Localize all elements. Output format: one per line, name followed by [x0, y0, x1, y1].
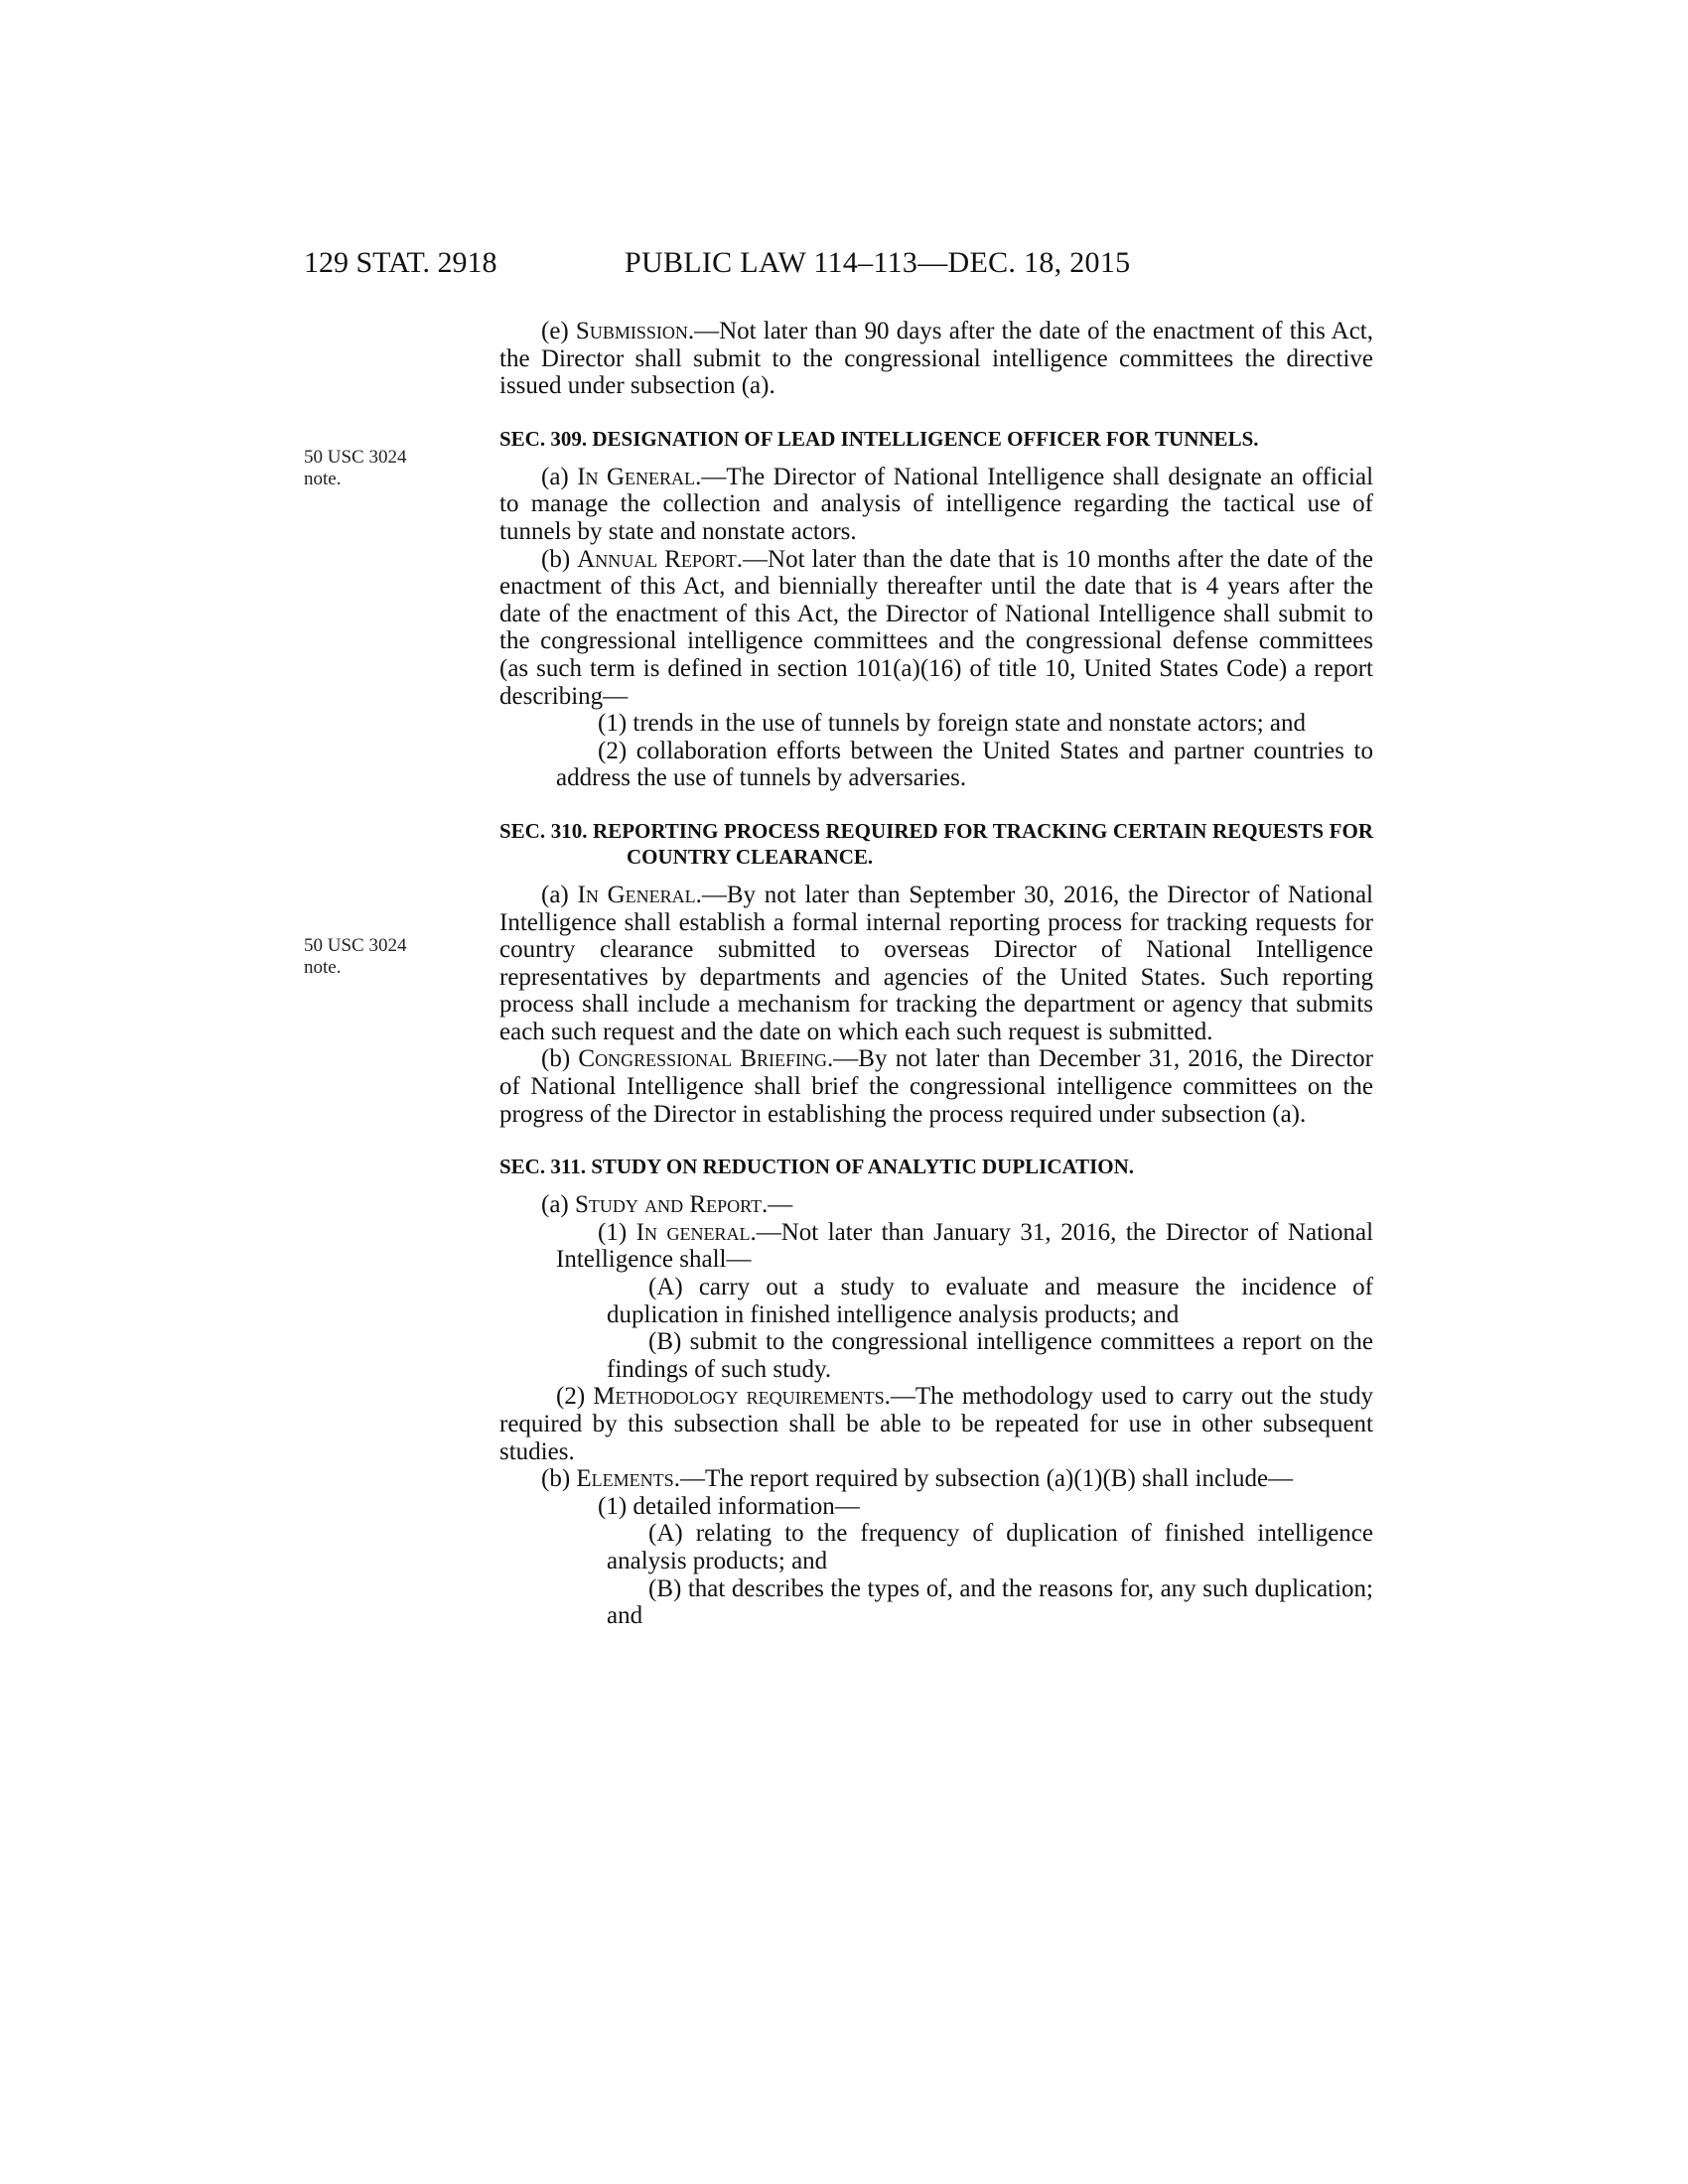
- subsection-heading: In General: [577, 463, 696, 490]
- subsection-heading: Congressional Briefing: [578, 1045, 828, 1073]
- document-body: [499, 318, 1373, 1630]
- sec311-paragraph-b1: (1) detailed information—: [598, 1492, 860, 1520]
- paragraph-heading: Methodology requirements: [593, 1383, 885, 1411]
- page-header: [304, 246, 1376, 286]
- sec309-subsection-a: (a) In General.—The Director of National Intelligence shall designate an official to manage the collection and analysis of intelligence regarding the tactical use of tunnels by state and nonstate actors.: [499, 463, 1374, 545]
- sec311-paragraph-a1: (1) In general.—Not later than January 31, 2016, the Director of National Intelligence shall—: [556, 1218, 1374, 1274]
- subsection-heading: Submission: [575, 318, 688, 344]
- section-311-title: SEC. 311. STUDY ON REDUCTION OF ANALYTIC DUPLICATION.: [499, 1155, 1135, 1179]
- margin-note-citation: 50 USC 3024: [304, 935, 407, 956]
- statute-page-citation: 129 STAT. 2918: [304, 246, 497, 279]
- sec309-paragraph-2: (2) collaboration efforts between the United States and partner countries to address the use of tunnels by adversaries.: [556, 737, 1373, 792]
- sec309-subsection-b: (b) Annual Report.—Not later than the date that is 10 months after the date of the enactment of this Act, and biennially thereafter until the date that is 4 years after the date of the enactment of this Act, the Director of National Intelligence shall submit to the congressional intelligence committees and the congressional defense committees (as such term is defined in section 101(a)(16) of title 10, United States Code) a report describing—: [499, 545, 1373, 710]
- subsection-heading: Annual Report: [577, 545, 737, 573]
- sec311-subparagraph-a1B: (B) submit to the congressional intelligence committees a report on the findings of such study.: [607, 1328, 1373, 1383]
- margin-note-sec310: [304, 935, 406, 979]
- paragraph-heading: In general: [635, 1218, 751, 1246]
- sec311-subsection-b: (b) Elements.—The report required by subsection (a)(1)(B) shall include—: [541, 1465, 1294, 1493]
- sec311-subsection-a: (a) Study and Report.—: [541, 1191, 793, 1219]
- margin-note-sec309: [304, 447, 406, 490]
- margin-note-citation: 50 USC 3024: [304, 447, 407, 468]
- public-law-heading: PUBLIC LAW 114–113—DEC. 18, 2015: [625, 246, 1131, 279]
- sec311-paragraph-a2: (2) Methodology requirements.—The methodology used to carry out the study required by this subsection shall be able to be repeated for use in other subsequent studies.: [499, 1383, 1373, 1465]
- subsection-heading: Study and Report: [575, 1191, 762, 1219]
- margin-note-label: note.: [304, 469, 342, 489]
- section-309-title: SEC. 309. DESIGNATION OF LEAD INTELLIGENCE OFFICER FOR TUNNELS.: [499, 426, 1259, 451]
- subsection-heading: Elements: [576, 1465, 674, 1493]
- sec310-subsection-b: (b) Congressional Briefing.—By not later than December 31, 2016, the Director of National Intelligence shall brief the congressional intelligence committees on the progress of the Director in establishing the process required under subsection (a).: [499, 1045, 1373, 1128]
- subsection-heading: In General: [577, 881, 696, 908]
- sec310-subsection-a: (a) In General.—By not later than September 30, 2016, the Director of National Intelligence shall establish a formal internal reporting process for tracking requests for country clearance submitted to overseas Director of National Intelligence representatives by departments and agencies of the United States. Such reporting process shall include a mechanism for tracking the department or agency that submits each such request and the date on which each such request is submitted.: [499, 881, 1373, 1045]
- subsection-e: (e) Submission.—Not later than 90 days after the date of the enactment of this Act, the Director shall submit to the congressional intelligence committees the directive issued under subsection (a).: [499, 318, 1374, 400]
- sec311-subparagraph-a1A: (A) carry out a study to evaluate and measure the incidence of duplication in finished intelligence analysis products; and: [607, 1274, 1373, 1328]
- section-310-title: SEC. 310. REPORTING PROCESS REQUIRED FOR TRACKING CERTAIN REQUESTS FOR COUNTRY CLEARANCE.: [499, 818, 1373, 869]
- margin-note-label: note.: [304, 957, 342, 978]
- sec309-paragraph-1: (1) trends in the use of tunnels by foreign state and nonstate actors; and: [598, 710, 1307, 738]
- sec311-subparagraph-b1A: (A) relating to the frequency of duplication of finished intelligence analysis products; and: [607, 1520, 1373, 1574]
- sec311-subparagraph-b1B: (B) that describes the types of, and the reasons for, any such duplication; and: [607, 1574, 1373, 1630]
